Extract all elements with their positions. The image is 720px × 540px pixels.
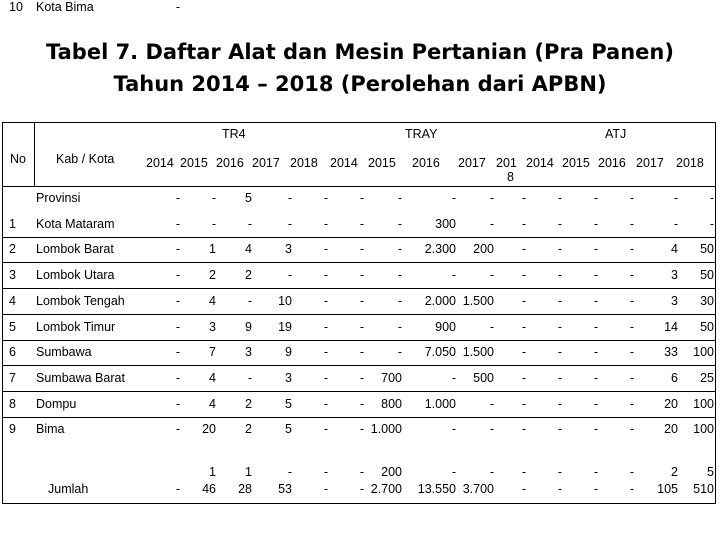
row-no: 10 bbox=[9, 0, 23, 14]
group-header-tr4: TR4 bbox=[222, 127, 246, 141]
tray-2018-header-part: 201 bbox=[496, 156, 517, 170]
row-divider bbox=[2, 340, 716, 341]
year-header-tray-2014: 2014 bbox=[330, 156, 358, 170]
row-value: 200 bbox=[473, 242, 494, 256]
row-value: 100 bbox=[693, 422, 714, 436]
group-header-tray: TRAY bbox=[405, 127, 438, 141]
year-header-tr4-2015: 2015 bbox=[180, 156, 208, 170]
row-value: 3 bbox=[671, 268, 678, 282]
row-value: - bbox=[397, 217, 402, 231]
row-value: 100 bbox=[693, 397, 714, 411]
row-value: 2 bbox=[209, 268, 216, 282]
row-value: - bbox=[593, 465, 598, 479]
row-value: 6 bbox=[671, 371, 678, 385]
row-value: - bbox=[593, 371, 598, 385]
row-kab-kota: Provinsi bbox=[36, 191, 81, 205]
row-value: - bbox=[557, 217, 562, 231]
row-value: 5 bbox=[707, 465, 714, 479]
year-header-atj-2014: 2014 bbox=[526, 156, 554, 170]
row-value: - bbox=[323, 268, 328, 282]
table-frame bbox=[2, 122, 716, 504]
row-value: - bbox=[629, 371, 634, 385]
row-kab-kota: Lombok Tengah bbox=[36, 294, 125, 308]
row-value: 50 bbox=[700, 268, 714, 282]
row-value: - bbox=[359, 294, 364, 308]
row-value: 4 bbox=[671, 242, 678, 256]
row-divider bbox=[2, 314, 716, 315]
row-value: - bbox=[175, 268, 180, 282]
row-no: 5 bbox=[9, 320, 16, 334]
row-value: 200 bbox=[381, 465, 402, 479]
row-value: 3 bbox=[285, 371, 292, 385]
row-value: - bbox=[629, 397, 634, 411]
row-value: - bbox=[211, 191, 216, 205]
row-value: - bbox=[629, 242, 634, 256]
row-value: 33 bbox=[664, 345, 678, 359]
row-value: 900 bbox=[435, 320, 456, 334]
row-value: 5 bbox=[285, 422, 292, 436]
row-value: 2.300 bbox=[424, 242, 456, 256]
row-value: - bbox=[593, 242, 598, 256]
row-value: - bbox=[489, 191, 494, 205]
year-header-atj-2015: 2015 bbox=[562, 156, 590, 170]
row-value: - bbox=[247, 217, 252, 231]
row-no: 6 bbox=[9, 345, 16, 359]
row-value: - bbox=[557, 191, 562, 205]
row-value: 4 bbox=[209, 371, 216, 385]
row-value: - bbox=[323, 397, 328, 411]
row-value: - bbox=[557, 320, 562, 334]
total-value: - bbox=[629, 482, 634, 496]
row-value: - bbox=[175, 294, 180, 308]
row-value: - bbox=[323, 294, 328, 308]
row-value: - bbox=[323, 242, 328, 256]
row-value: - bbox=[359, 422, 364, 436]
row-value: - bbox=[359, 217, 364, 231]
row-value: 9 bbox=[245, 320, 252, 334]
row-value: - bbox=[629, 345, 634, 359]
row-value: - bbox=[247, 371, 252, 385]
row-value: - bbox=[489, 422, 494, 436]
row-value: - bbox=[709, 217, 714, 231]
row-value: - bbox=[175, 371, 180, 385]
row-value: 2 bbox=[245, 268, 252, 282]
row-value: 1 bbox=[245, 465, 252, 479]
row-divider bbox=[2, 262, 716, 263]
row-value: 2.000 bbox=[424, 294, 456, 308]
row-value: - bbox=[521, 345, 526, 359]
row-kab-kota: Lombok Utara bbox=[36, 268, 115, 282]
row-value: - bbox=[287, 217, 292, 231]
row-value: 1 bbox=[209, 242, 216, 256]
year-header-tr4-2016: 2016 bbox=[216, 156, 244, 170]
row-divider bbox=[2, 237, 716, 238]
row-value: - bbox=[175, 191, 180, 205]
row-value: - bbox=[557, 397, 562, 411]
total-value: 3.700 bbox=[462, 482, 494, 496]
year-header-atj-2018: 2018 bbox=[676, 156, 704, 170]
row-value: - bbox=[521, 371, 526, 385]
row-value: 20 bbox=[664, 422, 678, 436]
row-no: 9 bbox=[9, 422, 16, 436]
row-no: 8 bbox=[9, 397, 16, 411]
row-value: - bbox=[323, 465, 328, 479]
row-value: - bbox=[397, 268, 402, 282]
row-value: - bbox=[593, 345, 598, 359]
total-value: 2.700 bbox=[370, 482, 402, 496]
row-value: - bbox=[521, 268, 526, 282]
year-header-atj-2017: 2017 bbox=[636, 156, 664, 170]
row-value: - bbox=[593, 397, 598, 411]
row-value: - bbox=[451, 371, 456, 385]
row-value: - bbox=[521, 217, 526, 231]
row-value: - bbox=[521, 242, 526, 256]
total-label: Jumlah bbox=[48, 482, 89, 496]
row-value: 3 bbox=[285, 242, 292, 256]
row-value: 1.000 bbox=[370, 422, 402, 436]
row-value: 19 bbox=[278, 320, 292, 334]
row-value: - bbox=[359, 397, 364, 411]
row-value: - bbox=[709, 191, 714, 205]
row-value: - bbox=[359, 345, 364, 359]
title-line-2: Tahun 2014 – 2018 (Perolehan dari APBN) bbox=[113, 72, 607, 96]
row-value: - bbox=[359, 320, 364, 334]
row-value: 10 bbox=[278, 294, 292, 308]
year-header-tr4-2014: 2014 bbox=[146, 156, 174, 170]
total-value: - bbox=[323, 482, 328, 496]
row-value: - bbox=[323, 320, 328, 334]
row-value: - bbox=[397, 242, 402, 256]
row-value: - bbox=[489, 268, 494, 282]
row-value: 4 bbox=[209, 294, 216, 308]
row-value: - bbox=[451, 465, 456, 479]
row-value: 2 bbox=[671, 465, 678, 479]
row-value: 2 bbox=[245, 397, 252, 411]
row-value: - bbox=[593, 422, 598, 436]
row-value: - bbox=[175, 397, 180, 411]
row-value: - bbox=[397, 345, 402, 359]
row-value: 5 bbox=[245, 191, 252, 205]
year-header-tray-2015: 2015 bbox=[368, 156, 396, 170]
row-value: 25 bbox=[700, 371, 714, 385]
row-value: - bbox=[323, 371, 328, 385]
row-value: 50 bbox=[700, 320, 714, 334]
row-no: 2 bbox=[9, 242, 16, 256]
row-value: 7.050 bbox=[424, 345, 456, 359]
total-value: - bbox=[359, 482, 364, 496]
row-value: 500 bbox=[473, 371, 494, 385]
row-value: - bbox=[593, 217, 598, 231]
row-value: - bbox=[521, 191, 526, 205]
row-value: 3 bbox=[671, 294, 678, 308]
row-kab-kota: Kota Bima bbox=[36, 0, 94, 14]
total-value: - bbox=[557, 482, 562, 496]
total-value: - bbox=[175, 482, 180, 496]
row-value: - bbox=[593, 191, 598, 205]
row-value: - bbox=[211, 217, 216, 231]
row-value: - bbox=[175, 422, 180, 436]
total-value: 28 bbox=[238, 482, 252, 496]
header-divider-horizontal bbox=[2, 186, 716, 187]
row-value: - bbox=[397, 191, 402, 205]
row-value: - bbox=[629, 217, 634, 231]
row-kab-kota: Sumbawa Barat bbox=[36, 371, 125, 385]
row-value: - bbox=[359, 465, 364, 479]
row-value: - bbox=[557, 242, 562, 256]
row-value: - bbox=[557, 294, 562, 308]
row-value: - bbox=[397, 320, 402, 334]
total-value: - bbox=[521, 482, 526, 496]
row-value: - bbox=[629, 294, 634, 308]
row-kab-kota: Lombok Barat bbox=[36, 242, 114, 256]
row-value: - bbox=[629, 191, 634, 205]
total-value: - bbox=[593, 482, 598, 496]
row-value: - bbox=[451, 191, 456, 205]
row-value: - bbox=[557, 465, 562, 479]
row-value: - bbox=[673, 217, 678, 231]
row-value: - bbox=[629, 320, 634, 334]
row-value: - bbox=[451, 422, 456, 436]
year-header-tr4-2017: 2017 bbox=[252, 156, 280, 170]
row-value: 1.500 bbox=[462, 345, 494, 359]
row-value: - bbox=[397, 294, 402, 308]
row-value: - bbox=[287, 191, 292, 205]
row-value: - bbox=[521, 465, 526, 479]
row-value: 700 bbox=[381, 371, 402, 385]
row-value: - bbox=[629, 422, 634, 436]
row-value: - bbox=[557, 422, 562, 436]
row-value: - bbox=[673, 191, 678, 205]
year-header-tray-2018 bbox=[496, 156, 517, 184]
row-divider bbox=[2, 365, 716, 366]
row-value: 9 bbox=[285, 345, 292, 359]
row-value: 1.500 bbox=[462, 294, 494, 308]
row-value: - bbox=[521, 422, 526, 436]
row-value: 30 bbox=[700, 294, 714, 308]
row-value: - bbox=[287, 465, 292, 479]
row-kab-kota: Lombok Timur bbox=[36, 320, 116, 334]
tray-2018-header-part: 8 bbox=[506, 170, 514, 184]
row-value: - bbox=[175, 345, 180, 359]
row-divider bbox=[2, 391, 716, 392]
row-no: 7 bbox=[9, 371, 16, 385]
total-value: 105 bbox=[657, 482, 678, 496]
row-value: - bbox=[359, 268, 364, 282]
row-value: - bbox=[451, 268, 456, 282]
header-no: No bbox=[10, 152, 26, 166]
row-value: - bbox=[323, 345, 328, 359]
row-value: 4 bbox=[245, 242, 252, 256]
total-value: 13.550 bbox=[417, 482, 456, 496]
row-no: 4 bbox=[9, 294, 16, 308]
row-value: - bbox=[557, 345, 562, 359]
row-value: - bbox=[247, 294, 252, 308]
row-kab-kota: Dompu bbox=[36, 397, 77, 411]
row-value: - bbox=[175, 320, 180, 334]
row-value: - bbox=[175, 0, 180, 14]
row-value: 3 bbox=[209, 320, 216, 334]
row-value: 100 bbox=[693, 345, 714, 359]
total-value: 53 bbox=[278, 482, 292, 496]
group-header-atj: ATJ bbox=[605, 127, 627, 141]
header-kab-kota: Kab / Kota bbox=[56, 152, 115, 166]
row-value: 1.000 bbox=[424, 397, 456, 411]
row-value: - bbox=[359, 191, 364, 205]
row-value: - bbox=[323, 217, 328, 231]
row-value: - bbox=[521, 320, 526, 334]
row-value: - bbox=[489, 217, 494, 231]
row-no: 3 bbox=[9, 268, 16, 282]
row-value: 2 bbox=[245, 422, 252, 436]
row-kab-kota: Kota Mataram bbox=[36, 217, 115, 231]
table-title bbox=[0, 36, 720, 100]
row-value: 50 bbox=[700, 242, 714, 256]
row-value: - bbox=[557, 371, 562, 385]
row-kab-kota: Bima bbox=[36, 422, 65, 436]
row-kab-kota: Sumbawa bbox=[36, 345, 92, 359]
row-value: - bbox=[287, 268, 292, 282]
row-value: 7 bbox=[209, 345, 216, 359]
year-header-tr4-2018: 2018 bbox=[290, 156, 318, 170]
row-value: - bbox=[175, 242, 180, 256]
row-value: - bbox=[359, 371, 364, 385]
header-divider-vertical bbox=[34, 122, 35, 186]
row-no: 1 bbox=[9, 217, 16, 231]
row-value: - bbox=[489, 397, 494, 411]
row-value: - bbox=[323, 422, 328, 436]
row-value: 14 bbox=[664, 320, 678, 334]
row-value: - bbox=[629, 268, 634, 282]
row-value: - bbox=[489, 465, 494, 479]
row-value: 4 bbox=[209, 397, 216, 411]
row-value: - bbox=[629, 465, 634, 479]
row-value: - bbox=[593, 294, 598, 308]
row-value: - bbox=[557, 268, 562, 282]
total-value: 510 bbox=[693, 482, 714, 496]
row-value: 5 bbox=[285, 397, 292, 411]
row-value: - bbox=[521, 397, 526, 411]
year-header-tray-2016: 2016 bbox=[412, 156, 440, 170]
row-value: - bbox=[489, 320, 494, 334]
row-value: - bbox=[593, 268, 598, 282]
row-divider bbox=[2, 417, 716, 418]
row-value: 3 bbox=[245, 345, 252, 359]
total-value: 46 bbox=[202, 482, 216, 496]
year-header-tray-2017: 2017 bbox=[458, 156, 486, 170]
row-value: - bbox=[521, 294, 526, 308]
row-value: - bbox=[359, 242, 364, 256]
title-line-1: Tabel 7. Daftar Alat dan Mesin Pertanian (Pra Panen) bbox=[46, 40, 674, 64]
row-value: - bbox=[175, 217, 180, 231]
row-value: 20 bbox=[202, 422, 216, 436]
row-divider bbox=[2, 288, 716, 289]
row-value: - bbox=[593, 320, 598, 334]
row-value: 300 bbox=[435, 217, 456, 231]
row-value: 1 bbox=[209, 465, 216, 479]
row-value: - bbox=[323, 191, 328, 205]
row-value: 800 bbox=[381, 397, 402, 411]
year-header-atj-2016: 2016 bbox=[598, 156, 626, 170]
row-value: 20 bbox=[664, 397, 678, 411]
